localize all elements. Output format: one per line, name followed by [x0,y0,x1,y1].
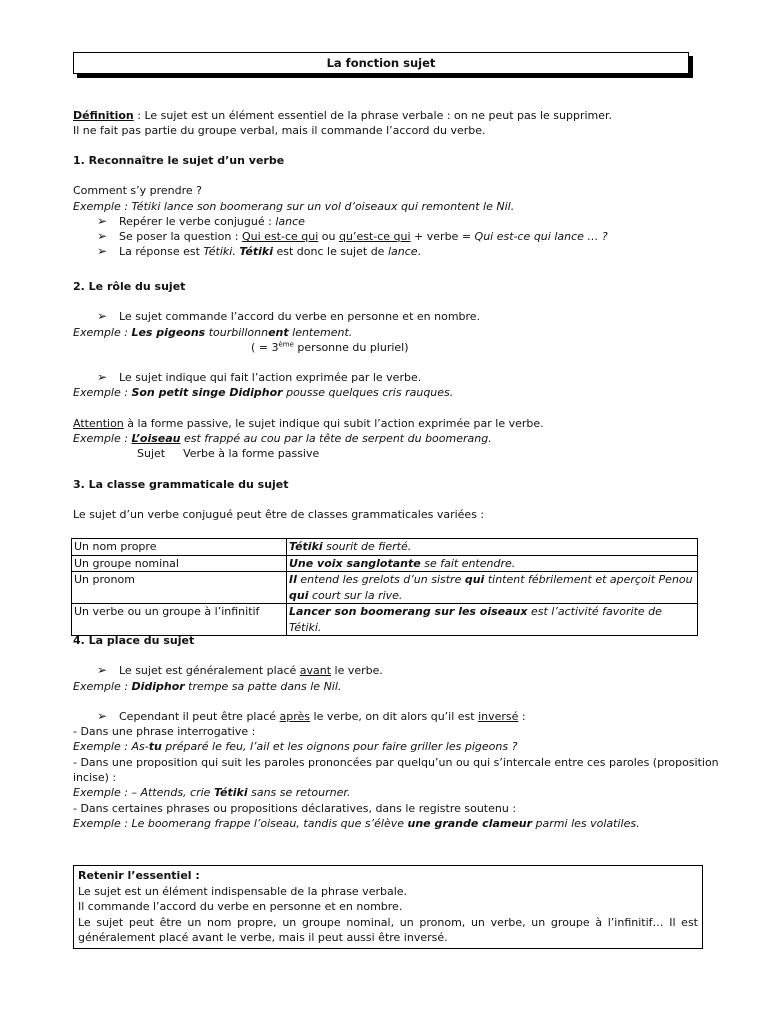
section4-d1: - Dans une phrase interrogative : [73,725,256,739]
section4-example1: Exemple : Didiphor trempe sa patte dans le Nil. [73,679,342,693]
section1 [73,153,608,260]
section2-gloss: Sujet Verbe à la forme passive [137,447,320,461]
section1-bullet2: ➢Se poser la question : Qui est-ce qui ou qu’est-ce qui + verbe = Qui est-ce qui lance … ? [73,229,608,244]
definition [73,108,612,139]
section2-example1: Exemple : Les pigeons tourbillonnent lentement. [73,325,353,339]
table-cell: Une voix sanglotante se fait entendre. [287,555,698,572]
summary-line3: Le sujet peut être un nom propre, un groupe nominal, un pronom, un verbe, un groupe à l’infinitif… Il est [78,915,698,929]
arrow-icon [73,709,119,724]
section2-heading: 2. Le rôle du sujet [73,280,186,293]
section2-example2: Exemple : Son petit singe Didiphor pousse quelques cris rauques. [73,386,454,400]
section2-p2: ➢Le sujet indique qui fait l’action exprimée par le verbe. [73,370,544,385]
table-cell: Lancer son boomerang sur les oiseaux est l’activité favorite de Tétiki. [287,604,698,636]
section2-p1: ➢Le sujet commande l’accord du verbe en personne et en nombre. [73,309,544,324]
section4-heading: 4. La place du sujet [73,634,195,647]
summary-box [73,865,703,949]
arrow-icon [73,229,119,244]
section1-bullet1: ➢Repérer le verbe conjugué : lance [73,214,608,229]
arrow-icon [73,370,119,385]
summary-line4: généralement placé avant le verbe, mais il peut aussi être inversé. [78,931,448,944]
definition-line2: Il ne fait pas partie du groupe verbal, mais il commande l’accord du verbe. [73,124,486,138]
section1-bullet3: ➢La réponse est Tétiki. Tétiki est donc le sujet de lance. [73,244,608,259]
section4-p1: ➢Le sujet est généralement placé avant le verbe. [73,663,719,678]
section4-d2b: incise) : [73,771,117,785]
table-cell: Tétiki sourit de fierté. [287,539,698,556]
table-row [72,572,698,604]
classes-table [71,538,698,636]
section1-heading: 1. Reconnaître le sujet d’un verbe [73,154,285,167]
table-cell: Il entend les grelots d’un sistre qui tintent fébrilement et aperçoit Penou qui court sur la rive. [287,572,698,604]
table-row [72,604,698,636]
summary-line1: Le sujet est un élément indispensable de la phrase verbale. [78,884,408,898]
section3-intro: Le sujet d’un verbe conjugué peut être de classes grammaticales variées : [73,508,485,522]
section4 [73,633,719,831]
section2-attention: Attention à la forme passive, le sujet indique qui subit l’action exprimée par le verbe. [73,416,544,430]
section4-example2: Exemple : As-tu préparé le feu, l’ail et les oignons pour faire griller les pigeons ? [73,740,518,754]
section4-d3: - Dans certaines phrases ou propositions déclaratives, dans le registre soutenu : [73,801,517,815]
section3 [73,477,484,523]
section2-example3: Exemple : L’oiseau est frappé au cou par la tête de serpent du boomerang. [73,432,492,446]
section2 [73,279,544,462]
section2-note: ( = 3ème personne du pluriel) [251,340,409,354]
table-row [72,539,698,556]
section1-intro: Comment s’y prendre ? [73,184,202,198]
table-cell: Un verbe ou un groupe à l’infinitif [72,604,287,636]
page-title: La fonction sujet [73,52,689,74]
table-row [72,555,698,572]
summary-heading: Retenir l’essentiel : [78,869,200,882]
section4-d2a: - Dans une proposition qui suit les paroles prononcées par quelqu’un ou qui s’intercale entre ces paroles (proposition [73,755,719,769]
definition-line1: : Le sujet est un élément essentiel de la phrase verbale : on ne peut pas le supprimer. [133,109,613,122]
section3-heading: 3. La classe grammaticale du sujet [73,478,289,491]
table-cell: Un groupe nominal [72,555,287,572]
table-cell: Un nom propre [72,539,287,556]
section1-example: Exemple : Tétiki lance son boomerang sur un vol d’oiseaux qui remontent le Nil. [73,199,515,213]
definition-label: Définition [73,109,134,122]
section4-example4: Exemple : Le boomerang frappe l’oiseau, tandis que s’élève une grande clameur parmi les volatiles. [73,816,640,830]
arrow-icon [73,663,119,678]
summary-line2: Il commande l’accord du verbe en personne et en nombre. [78,900,403,913]
arrow-icon [73,244,119,259]
table-cell: Un pronom [72,572,287,604]
section4-example3: Exemple : – Attends, crie Tétiki sans se retourner. [73,786,351,800]
arrow-icon [73,309,119,324]
section4-p2: ➢Cependant il peut être placé après le verbe, on dit alors qu’il est inversé : [73,709,719,724]
arrow-icon [73,214,119,229]
